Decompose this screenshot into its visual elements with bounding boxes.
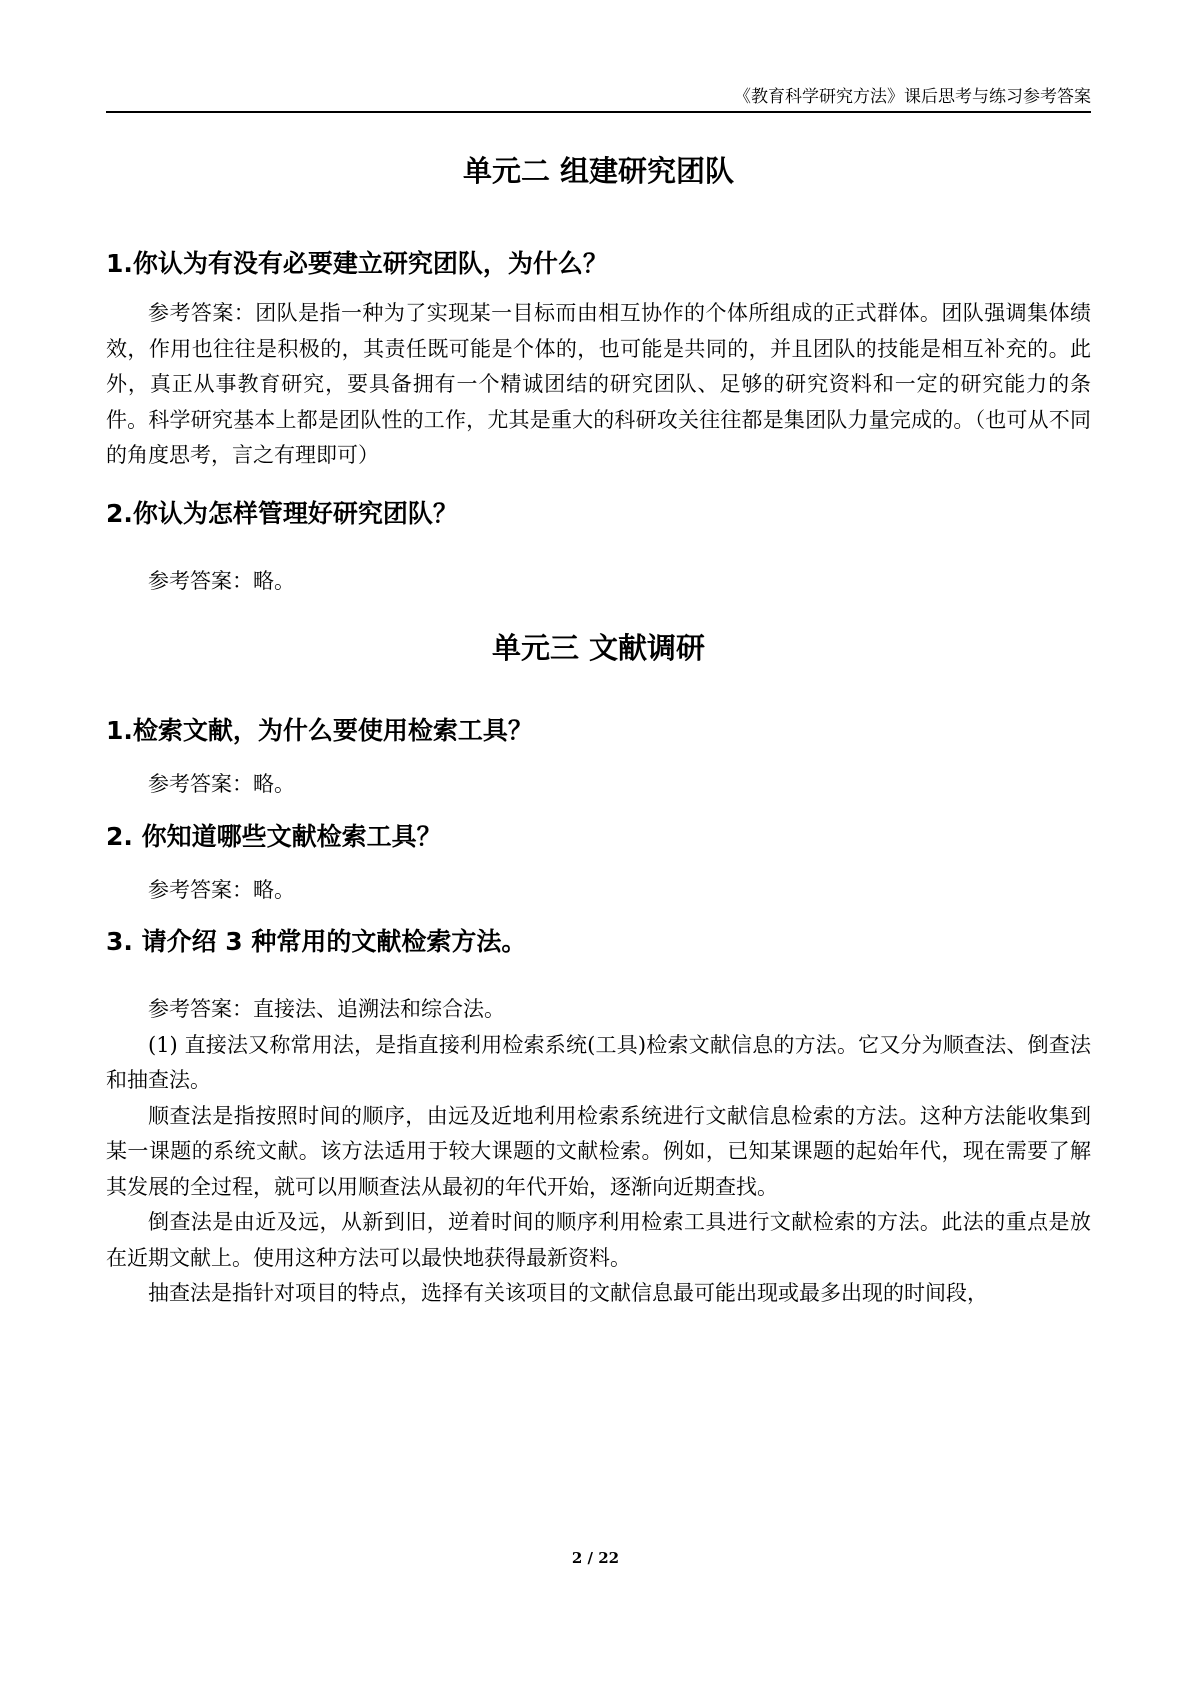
unit3-question-1: 1.检索文献，为什么要使用检索工具？	[106, 716, 533, 745]
unit2-answer-2: 参考答案：略。	[148, 568, 295, 593]
backward-search-paragraph: 倒查法是由近及远，从新到旧，逆着时间的顺序利用检索工具进行文献检索的方法。此法的重点是放在近期文献上。使用这种方法可以最快地获得最新资料。	[106, 1210, 1091, 1270]
unit2-question-2: 2.你认为怎样管理好研究团队？	[106, 498, 458, 528]
page-content	[106, 148, 1091, 1312]
unit3-question-3: 3. 请介绍 3 种常用的文献检索方法。	[106, 927, 527, 956]
unit2-title: 单元二 组建研究团队	[462, 154, 735, 188]
unit2-question-1: 1.你认为有没有必要建立研究团队，为什么？	[106, 249, 608, 278]
header-divider	[106, 111, 1091, 113]
running-header: 《教育科学研究方法》课后思考与练习参考答案	[734, 87, 1091, 107]
unit3-answer-3-intro: 参考答案：直接法、追溯法和综合法。	[148, 997, 505, 1021]
unit3-question-2: 2. 你知道哪些文献检索工具？	[106, 821, 442, 851]
forward-search-paragraph: 顺查法是指按照时间的顺序，由远及近地利用检索系统进行文献信息检索的方法。这种方法能收集到某一课题的系统文献。该方法适用于较大课题的文献检索。例如，已知某课题的起始年代，现在需要了解其发展的全过程，就可以用顺查法从最初的年代开始，逐渐向近期查找。	[106, 1103, 1091, 1199]
unit3-answer-2: 参考答案：略。	[148, 877, 295, 902]
sampling-search-paragraph: 抽查法是指针对项目的特点，选择有关该项目的文献信息最可能出现或最多出现的时间段，	[148, 1281, 988, 1305]
page-number: 2 / 22	[571, 1549, 620, 1567]
unit3-answer-1: 参考答案：略。	[148, 772, 295, 796]
unit2-answer-1: 参考答案：团队是指一种为了实现某一目标而由相互协作的个体所组成的正式群体。团队强调集体绩效，作用也往往是积极的，其责任既可能是个体的，也可能是共同的，并且团队的技能是相互补充的。此外，真正从事教育研究，要具备拥有一个精诚团结的研究团队、足够的研究资料和一定的研究能力的条件。科学研究基本上都是团队性的工作，尤其是重大的科研攻关往往都是集团队力量完成的。（也可从不同的角度思考，言之有理即可）	[106, 301, 1091, 467]
direct-method-paragraph: (1) 直接法又称常用法，是指直接利用检索系统(工具)检索文献信息的方法。它又分为顺查法、倒查法和抽查法。	[106, 1032, 1091, 1092]
unit3-title: 单元三 文献调研	[491, 631, 706, 665]
